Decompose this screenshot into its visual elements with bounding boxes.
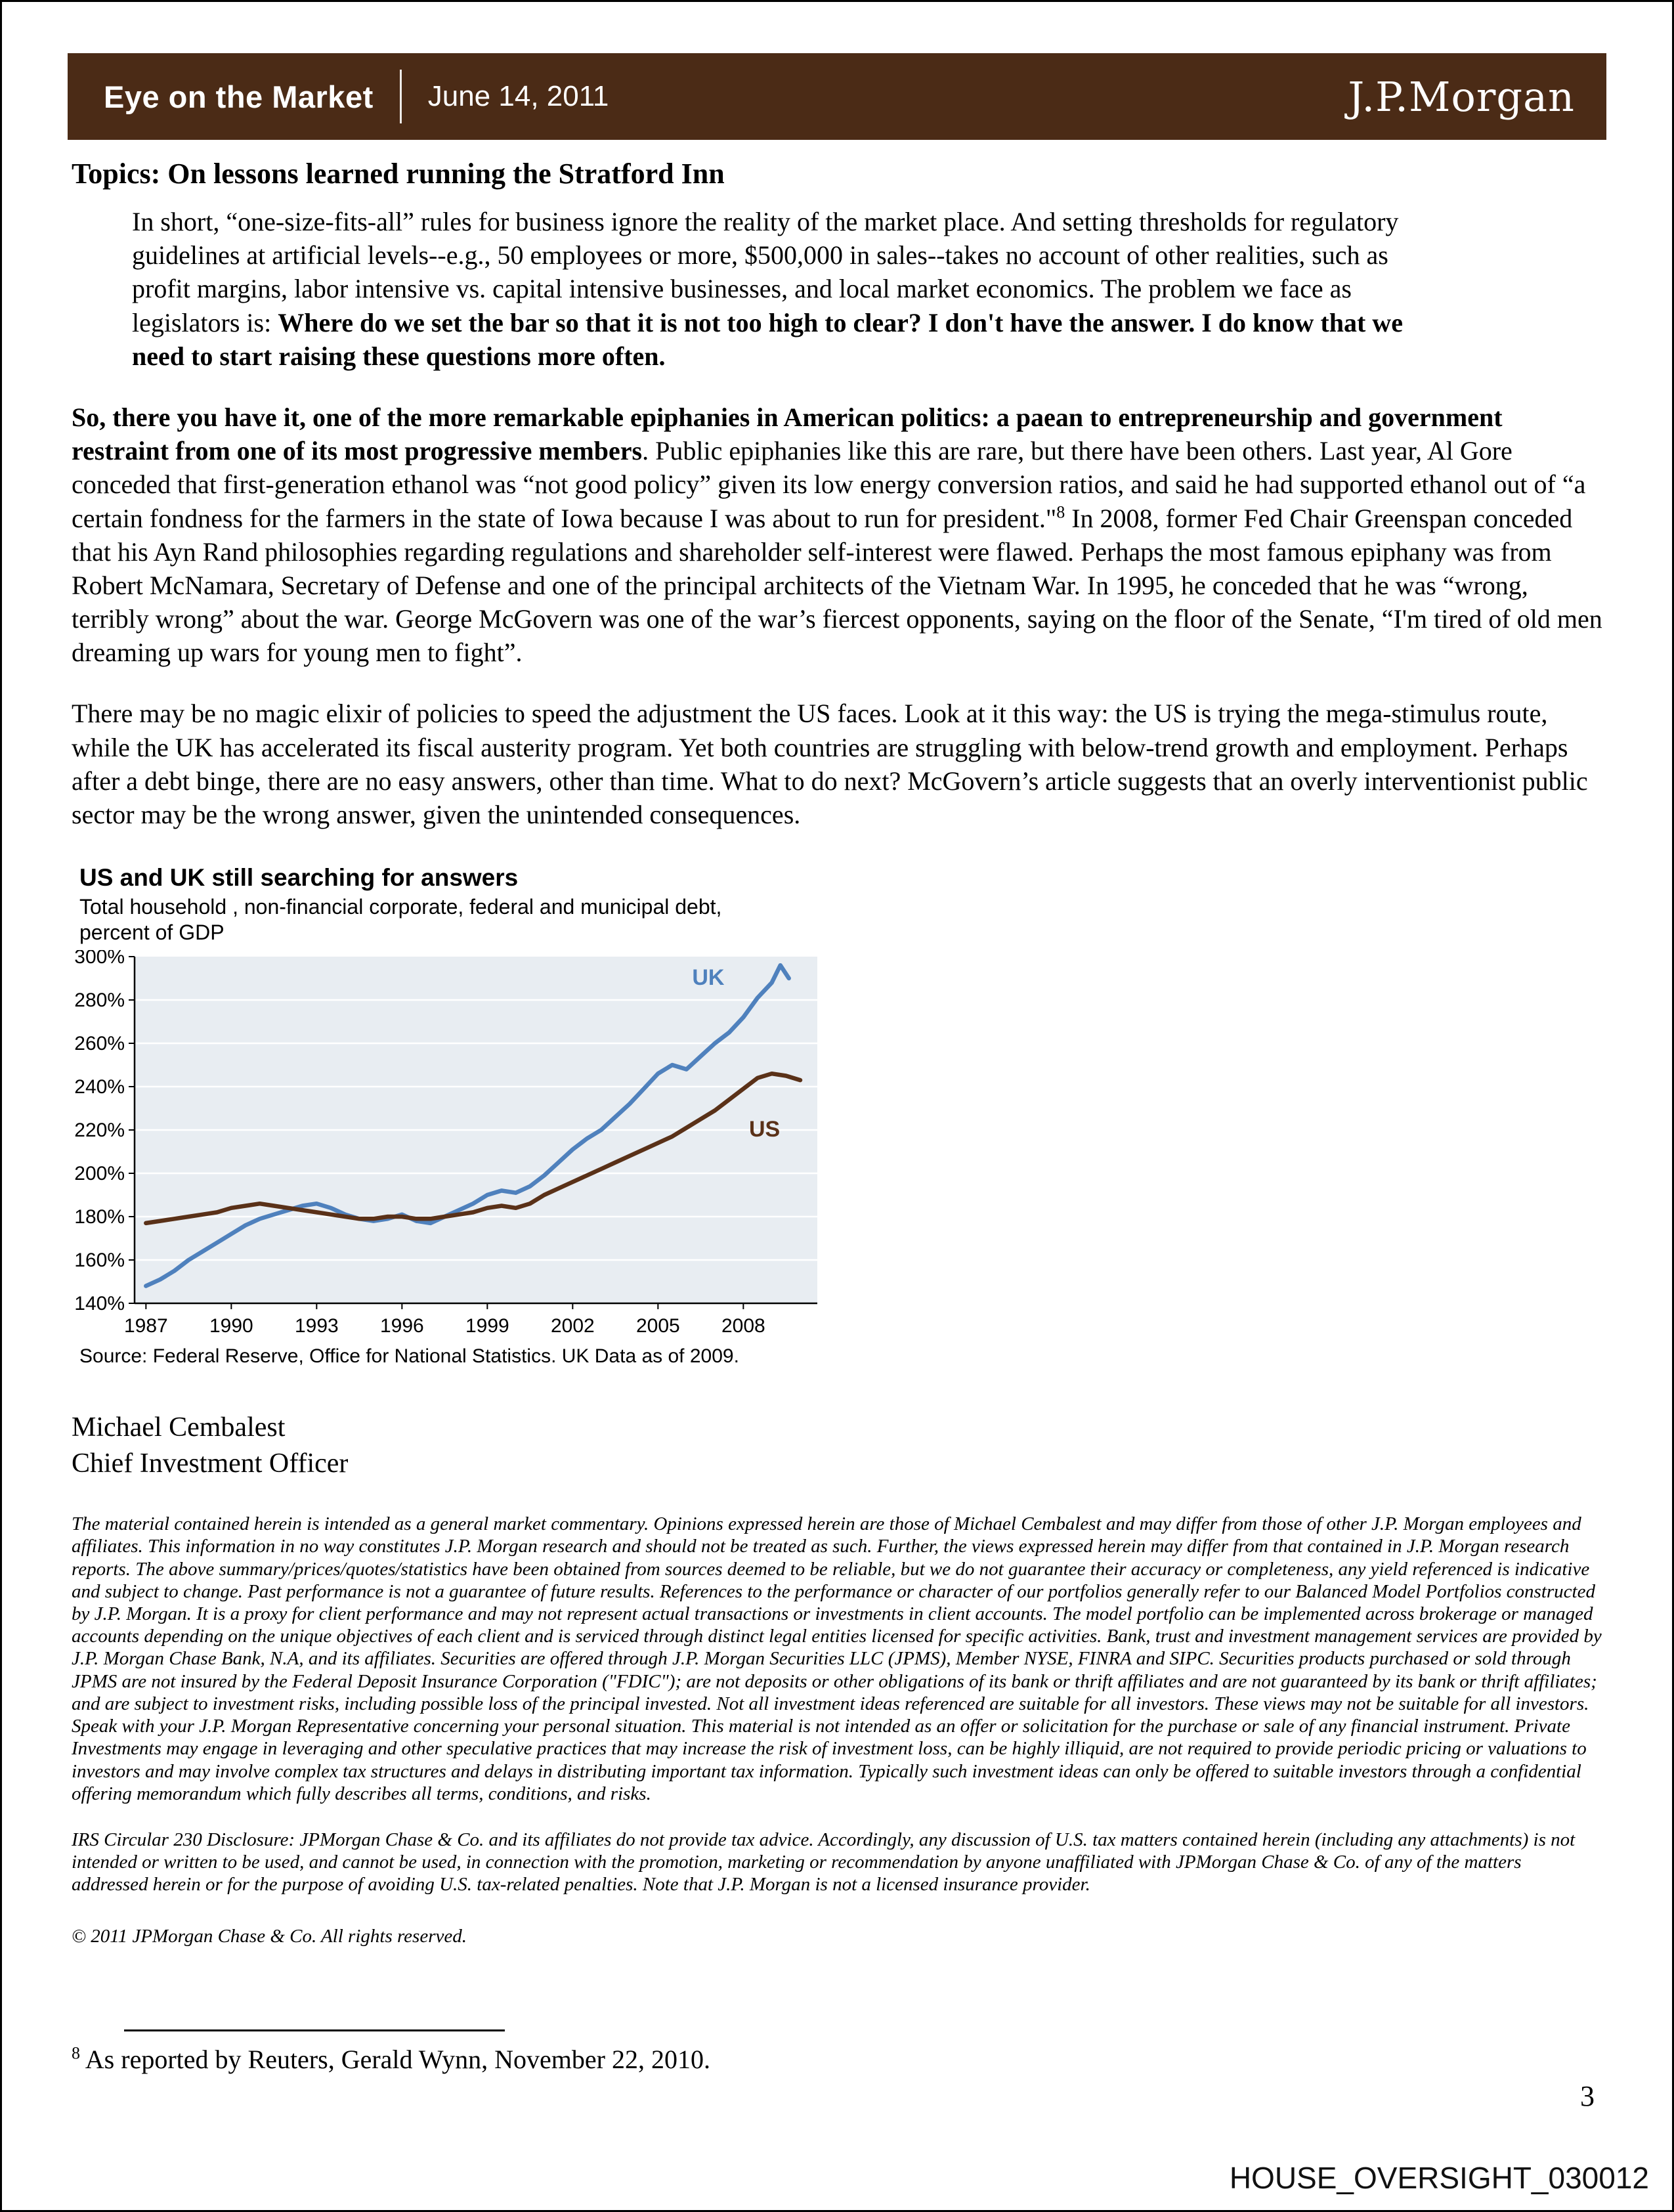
chart-subtitle-line-1: Total household , non-financial corporate, federal and municipal debt, [79,895,722,919]
svg-text:1999: 1999 [465,1314,509,1337]
copyright-notice: © 2011 JPMorgan Chase & Co. All rights reserved. [72,1925,467,1947]
svg-text:US: US [749,1116,781,1142]
svg-text:1996: 1996 [379,1314,424,1337]
jpmorgan-logo: J.P.Morgan [1348,72,1575,121]
banner-divider [400,70,402,123]
footnote-block [72,2029,1602,2076]
paragraph-text-b: In 2008, former Fed Chair Greenspan conceded that his Ayn Rand philosophies regarding regulations and shareholder self-interest were flawed. Perhaps the most famous epiphany was from Robert McNamara, Secretary of Defense and one of the principal architects of the Vietnam War. In 1995, he conceded that he was “wrong, terribly wrong” about the war. George McGovern was one of the war’s fiercest opponents, saying on the floor of the Senate, “I'm tired of old men dreaming up wars for young men to fight”. [72,503,1602,668]
signature-block [72,1410,1602,1481]
svg-text:2005: 2005 [635,1314,680,1337]
chart-subtitle [79,894,853,945]
svg-text:260%: 260% [74,1032,125,1054]
footnote-ref-8: 8 [1056,502,1065,522]
paragraph-bold-lead: So, there you have it, one of the more remarkable epiphanies in American politics: a paean to entrepreneurship and government restraint from one of its most progressive members [72,402,1503,466]
svg-text:280%: 280% [74,989,125,1011]
svg-text:200%: 200% [74,1162,125,1184]
irs-circular-230-disclosure: IRS Circular 230 Disclosure: JPMorgan Chase & Co. and its affiliates do not provide tax advice. Accordingly, any discussion of U.S. tax matters contained herein (including any attachments) is not intended or written to be used, and cannot be used, in connection with the promotion, marketing or recommendation by anyone unaffiliated with JPMorgan Chase & Co. of any of the matters addressed herein or for the purpose of avoiding U.S. tax-related penalties. Note that J.P. Morgan is not a licensed insurance provider. [72,1829,1576,1896]
debt-chart-plot [72,950,833,1344]
svg-text:180%: 180% [74,1205,125,1228]
svg-text:300%: 300% [74,949,125,968]
legal-disclaimer: The material contained herein is intended as a general market commentary. Opinions expressed herein are those of Michael Cembalest and may differ from those of other J.P. Morgan employees and affiliates. This information in no way constitutes J.P. Morgan research and should not be treated as such. Further, the views expressed herein may differ from that contained in J.P. Morgan research reports. The above summary/prices/quotes/statistics have been obtained from sources deemed to be reliable, but we do not guarantee their accuracy or completeness, any yield referenced is indicative and subject to change. Past performance is not a guarantee of future results. References to the performance or character of our portfolios generally refer to our Balanced Model Portfolios constructed by J.P. Morgan. It is a proxy for client performance and may not represent actual transactions or investments in client accounts. The model portfolio can be implemented across brokerage or managed accounts depending on the unique objectives of each client and is serviced through distinct legal entities licensed for specific activities. Bank, trust and investment management services are provided by J.P. Morgan Chase Bank, N.A, and its affiliates. Securities are offered through J.P. Morgan Securities LLC (JPMS), Member NYSE, FINRA and SIPC. Securities products purchased or sold through JPMS are not insured by the Federal Deposit Insurance Corporation ("FDIC"); are not deposits or other obligations of its bank or thrift affiliates and are not guaranteed by its bank or thrift affiliates; and are subject to investment risks, including possible loss of the principal invested. Not all investment ideas referenced are suitable for all investors. These views may not be suitable for all investors. Speak with your J.P. Morgan Representative concerning your personal situation. This material is not intended as an offer or solicitation for the purchase or sale of any financial instrument. Private Investments may engage in leveraging and other speculative practices that may increase the risk of investment loss, can be highly illiquid, are not required to provide periodic pricing or valuations to investors and may involve complex tax structures and delays in distributing important tax information. Typically such investment ideas can only be offered to suitable investors through a confidential offering memorandum which fully describes all terms, conditions, and risks. [72,1513,1602,1804]
footnote-separator-rule [124,2029,505,2031]
svg-text:220%: 220% [74,1119,125,1141]
svg-text:UK: UK [692,965,725,990]
svg-text:2008: 2008 [721,1314,765,1337]
footnote-8-marker: 8 [72,2043,80,2063]
stratford-inn-quote [132,205,1438,373]
paragraph-text-a: . Public epiphanies like this are rare, but there have been others. Last year, Al Gore conceded that first-generation ethanol was “not good policy” given its low energy conversion ratios, and said he had supported ethanol out of “a certain fondness for the farmers in the state of Iowa because I was about to run for president." [72,436,1586,533]
footnote-8-text: As reported by Reuters, Gerald Wynn, November 22, 2010. [80,2044,710,2074]
debt-chart [72,864,853,1368]
chart-source-note: Source: Federal Reserve, Office for National Statistics. UK Data as of 2009. [79,1345,739,1367]
footnote-8 [72,2043,1602,2076]
house-oversight-watermark: HOUSE_OVERSIGHT_030012 [1229,2161,1649,2195]
quote-text: In short, “one-size-fits-all” rules for business ignore the reality of the market place. And setting thresholds for regulatory guidelines at artificial levels--e.g., 50 employees or more, $500,000 in sales--takes no account of other realities, such as profit margins, labor intensive vs. capital intensive businesses, and local market economics. The problem we face as legislators is: [132,207,1399,337]
svg-text:1987: 1987 [123,1314,168,1337]
svg-text:140%: 140% [74,1292,125,1314]
page-number: 3 [1580,2080,1595,2112]
epiphanies-paragraph [72,401,1602,670]
svg-text:1990: 1990 [209,1314,253,1337]
author-title: Chief Investment Officer [72,1448,349,1479]
svg-text:240%: 240% [74,1075,125,1098]
author-name: Michael Cembalest [72,1412,286,1442]
issue-date: June 14, 2011 [427,80,609,112]
svg-text:2002: 2002 [550,1314,595,1337]
svg-text:1993: 1993 [294,1314,339,1337]
chart-subtitle-line-2: percent of GDP [79,920,225,944]
eotm-banner [68,53,1606,140]
page-content [72,157,1602,2076]
eotm-brand-title: Eye on the Market [104,79,374,114]
quote-bold-text: Where do we set the bar so that it is not too high to clear? I don't have the answer. I do know that we need to start raising these questions more often. [132,307,1403,371]
topics-title: Topics: On lessons learned running the Stratford Inn [72,158,725,190]
svg-text:160%: 160% [74,1249,125,1271]
elixir-paragraph: There may be no magic elixir of policies to speed the adjustment the US faces. Look at it this way: the US is trying the mega-stimulus route, while the UK has accelerated its fiscal austerity program. Yet both countries are struggling with below-trend growth and employment. Perhaps after a debt binge, there are no easy answers, other than time. What to do next? McGovern’s article suggests that an overly interventionist public sector may be the wrong answer, given the unintended consequences. [72,699,1588,829]
chart-title: US and UK still searching for answers [79,864,519,892]
